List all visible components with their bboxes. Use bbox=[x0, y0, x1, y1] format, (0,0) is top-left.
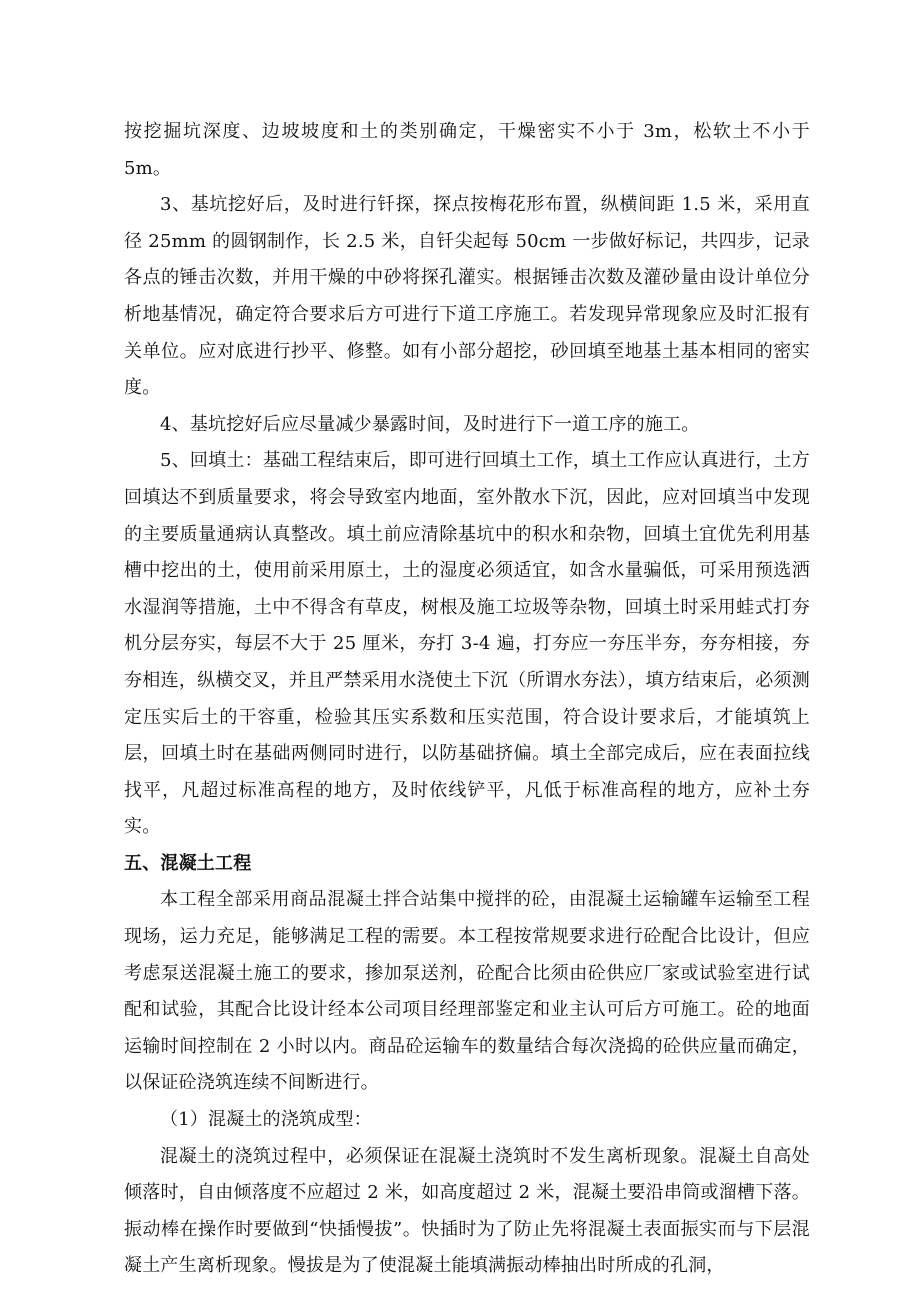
subheading-pouring: （1）混凝土的浇筑成型： bbox=[160, 1109, 372, 1131]
paragraph-pouring: 混凝土的浇筑过程中，必须保证在混凝土浇筑时不发生离析现象。混凝土自高处倾落时，自由倾落度不应超过 2 米，如高度超过 2 米，混凝土要沿串筒或溜槽下落。振动棒在操作时要做到“快插慢拔”。快插时为了防止先将混凝土表面振实而与下层混凝土产生离析现象。慢拔是为了使混凝土能填满振动棒抽出时所成的孔洞， bbox=[124, 1145, 810, 1277]
document-body bbox=[124, 114, 810, 1285]
paragraph-item-3: 3、基坑挖好后，及时进行钎探，探点按梅花形布置，纵横间距 1.5 米，采用直径 25mm 的圆钢制作，长 2.5 米，自钎尖起每 50cm 一步做好标记，共四步，记录各点的锤击次数，并用干燥的中砂将探孔灌实。根据锤击次数及灌砂量由设计单位分析地基情况，确定符合要求后方可进行下道工序施工。若发现异常现象应及时汇报有关单位。应对底进行抄平、修整。如有小部分超挖，砂回填至地基土基本相同的密实度。 bbox=[124, 194, 810, 399]
paragraph-concrete-intro: 本工程全部采用商品混凝土拌合站集中搅拌的砼，由混凝土运输罐车运输至工程现场，运力充足，能够满足工程的需要。本工程按常规要求进行砼配合比设计，但应考虑泵送混凝土施工的要求，掺加泵送剂，砼配合比须由砼供应厂家或试验室进行试配和试验，其配合比设计经本公司项目经理部鉴定和业主认可后方可施工。砼的地面运输时间控制在 2 小时以内。商品砼运输车的数量结合每次浇捣的砼供应量而确定，以保证砼浇筑连续不间断进行。 bbox=[124, 889, 810, 1094]
paragraph-item-4: 4、基坑挖好后应尽量减少暴露时间，及时进行下一道工序的施工。 bbox=[160, 413, 700, 435]
paragraph-continuation: 按挖掘坑深度、边坡坡度和土的类别确定，干燥密实不小于 3m，松软土不小于 5m。 bbox=[124, 121, 810, 179]
paragraph-item-5: 5、回填土：基础工程结束后，即可进行回填土工作，填土工作应认真进行，土方回填达不到质量要求，将会导致室内地面，室外散水下沉，因此，应对回填当中发现的主要质量通病认真整改。填土前应清除基坑中的积水和杂物，回填土宜优先利用基槽中挖出的土，使用前采用原土，土的湿度必须适宜，如含水量骗低，可采用预选洒水湿润等措施，土中不得含有草皮，树根及施工垃圾等杂物，回填土时采用蛙式打夯机分层夯实，每层不大于 25 厘米，夯打 3-4 遍，打夯应一夯压半夯，夯夯相接，夯夯相连，纵横交叉，并且严禁采用水浇使土下沉（所谓水夯法），填方结束后，必须测定压实后土的干容重，检验其压实系数和压实范围，符合设计要求后，才能填筑上层，回填土时在基础两侧同时进行，以防基础挤偏。填土全部完成后，应在表面拉线找平，凡超过标准高程的地方，及时依线铲平，凡低于标准高程的地方，应补土夯实。 bbox=[124, 450, 810, 838]
section-heading: 五、混凝土工程 bbox=[124, 852, 252, 874]
